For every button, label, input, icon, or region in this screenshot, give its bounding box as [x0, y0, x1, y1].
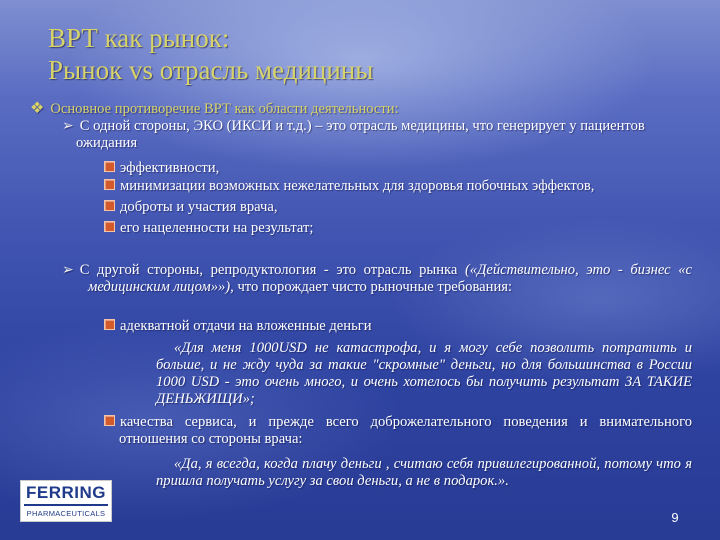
second-side-intro-end: что порождает чисто рыночные требования: — [233, 279, 513, 295]
list-item — [104, 160, 692, 177]
second-side-intro — [62, 262, 692, 296]
second-side-intro-plain: С другой стороны, репродуктология - это отрасль рынка — [79, 262, 465, 278]
logo-divider — [24, 504, 108, 506]
logo-name: FERRING — [26, 483, 106, 502]
title-line-2: Рынок vs отрасль медицины — [48, 55, 374, 85]
list-item-text: доброты и участия врача, — [120, 199, 278, 215]
list-item-text: эффективности, — [120, 160, 220, 176]
diamond-four-bullet-icon: ❖ — [30, 100, 45, 117]
list-item-text: минимизации возможных нежелательных для здоровья побочных эффектов, — [120, 178, 595, 194]
arrow-bullet-icon: ➢ — [62, 119, 74, 134]
ferring-logo — [20, 480, 112, 522]
quote-2: «Да, я всегда, когда плачу деньги , считаю себя привилегированной, потому что я пришла получать услугу за свои деньги, а не в подарок.». — [156, 456, 692, 489]
list-item — [104, 178, 692, 195]
list-item — [104, 199, 692, 216]
list-item — [104, 220, 692, 237]
list-item-text: качества сервиса, и прежде всего доброжелательного поведения и внимательного отношения со стороны врача: — [119, 414, 692, 447]
arrow-bullet-icon: ➢ — [62, 263, 74, 278]
title-line-1: ВРТ как рынок: — [48, 23, 230, 53]
list-item-text: адекватной отдачи на вложенные деньги — [120, 318, 372, 334]
second-side-item-2 — [104, 414, 692, 448]
slide-title — [48, 22, 688, 86]
first-side-intro-text: С одной стороны, ЭКО (ИКСИ и т.д.) – это отрасль медицины, что генерирует у пациентов ожидания — [76, 118, 645, 151]
square-bullet-icon — [104, 179, 115, 190]
main-point — [30, 100, 700, 118]
second-side-intro-italic: («Действительно, это - бизнес «с медицинским лицом»»), — [88, 262, 692, 295]
list-item-text: его нацеленности на результат; — [120, 220, 314, 236]
first-side-intro — [62, 118, 692, 152]
square-bullet-icon — [104, 415, 115, 426]
second-side-item-1 — [104, 318, 692, 335]
square-bullet-icon — [104, 161, 115, 172]
quote-1: «Для меня 1000USD не катастрофа, и я могу себе позволить потратить и больше, и не жду чуда за такие "скромные" деньги, но для большинства в России 1000 USD - это очень много, и очень хотелось бы получить результат ЗА ТАКИЕ ДЕНЬЖИЩИ»; — [156, 340, 692, 407]
logo-subtitle: PHARMACEUTICALS — [26, 509, 106, 518]
square-bullet-icon — [104, 200, 115, 211]
square-bullet-icon — [104, 221, 115, 232]
first-side-items — [104, 160, 692, 237]
main-point-text: Основное противоречие ВРТ как области деятельности: — [50, 101, 399, 117]
square-bullet-icon — [104, 319, 115, 330]
page-number: 9 — [671, 510, 679, 525]
